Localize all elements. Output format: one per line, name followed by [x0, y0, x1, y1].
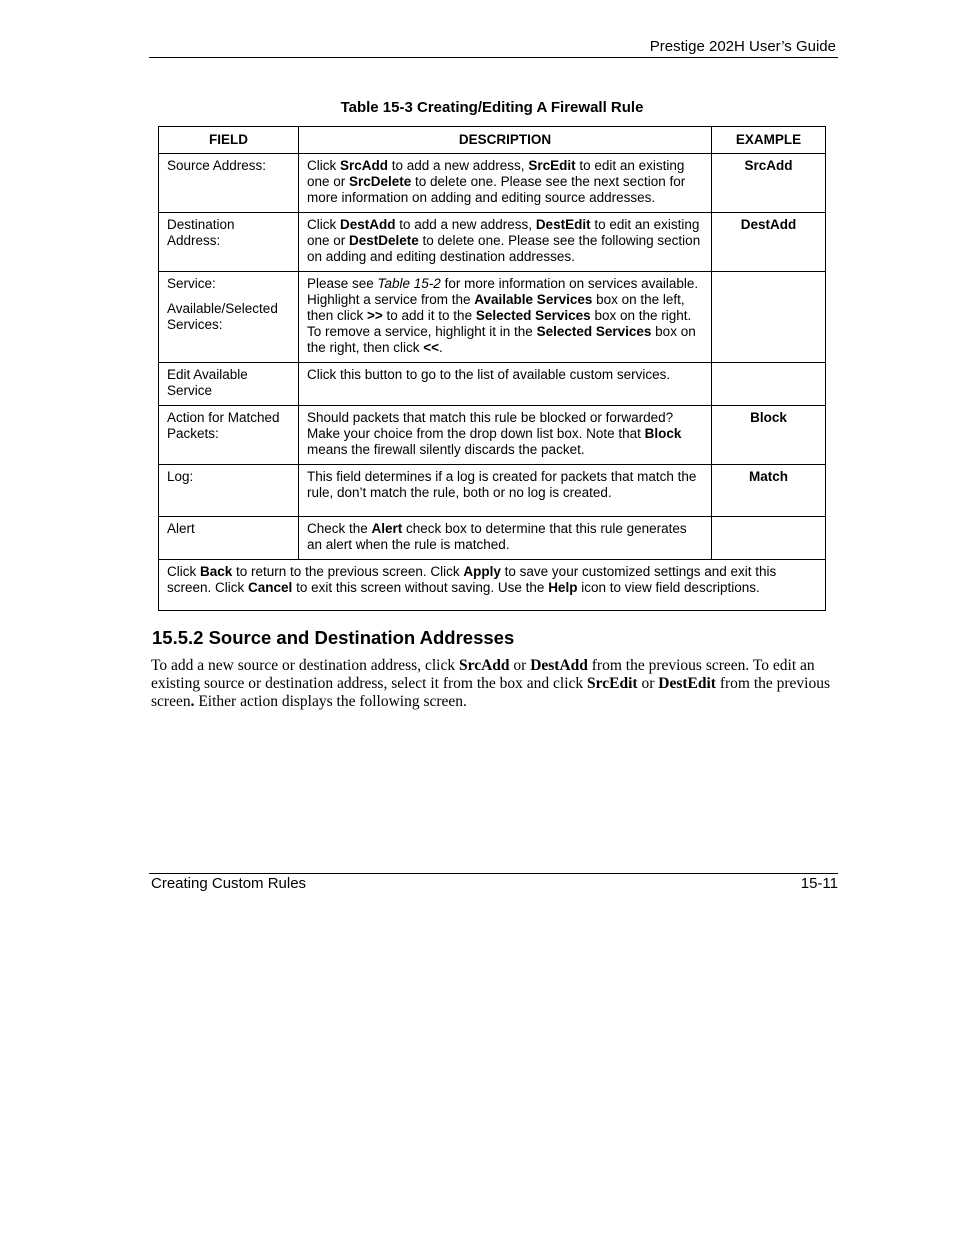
field-label: Source Address:	[167, 158, 267, 173]
footer-divider	[149, 873, 838, 874]
description-cell: Click SrcAdd to add a new address, SrcEdit to edit an existing one or SrcDelete to delete one. Please see the next section for more information on adding and editing source addresses.	[298, 154, 711, 213]
field-cell	[159, 406, 299, 465]
example-cell: Match	[712, 465, 826, 517]
table-footer-note-row	[159, 560, 826, 611]
field-cell	[159, 363, 299, 406]
table-row	[159, 406, 826, 465]
section-paragraph: To add a new source or destination address, click SrcAdd or DestAdd from the previous screen. To edit an existing source or destination address, select it from the box and click SrcEdit or DestEdit from the previous screen. Either action displays the following screen.	[151, 657, 831, 710]
header-divider	[149, 57, 838, 58]
field-cell	[159, 517, 299, 560]
footer-page-number: 15-11	[800, 875, 838, 892]
example-cell: DestAdd	[712, 213, 826, 272]
description-cell: This field determines if a log is created for packets that match the rule, don’t match the rule, both or no log is created.	[298, 465, 711, 517]
table-body	[159, 154, 826, 611]
table-row	[159, 272, 826, 363]
description-cell: Click this button to go to the list of available custom services.	[298, 363, 711, 406]
field-label: Action for Matched Packets:	[167, 410, 280, 441]
field-cell	[159, 465, 299, 517]
description-cell: Click DestAdd to add a new address, DestEdit to edit an existing one or DestDelete to delete one. Please see the following section on adding and editing destination addresses.	[298, 213, 711, 272]
column-header-field: FIELD	[159, 127, 299, 154]
table-row	[159, 154, 826, 213]
section-heading: 15.5.2 Source and Destination Addresses	[152, 627, 515, 648]
footer-chapter-title: Creating Custom Rules	[151, 875, 307, 892]
table-header-row	[159, 127, 826, 154]
page-header-title: Prestige 202H User’s Guide	[649, 38, 836, 55]
field-cell	[159, 213, 299, 272]
table-row	[159, 465, 826, 517]
field-label: Destination Address:	[167, 217, 235, 248]
field-cell	[159, 154, 299, 213]
example-cell	[712, 272, 826, 363]
field-label: Available/Selected Services:	[167, 301, 278, 332]
field-label: Service:	[167, 276, 216, 291]
firewall-rule-table	[158, 126, 826, 611]
field-label: Edit Available Service	[167, 367, 248, 398]
table-row	[159, 363, 826, 406]
example-cell: Block	[712, 406, 826, 465]
table-caption: Table 15-3 Creating/Editing A Firewall Rule	[340, 99, 644, 116]
column-header-description: DESCRIPTION	[298, 127, 711, 154]
table-row	[159, 213, 826, 272]
field-label: Alert	[167, 521, 195, 536]
field-cell	[159, 272, 299, 363]
table-row	[159, 517, 826, 560]
example-cell: SrcAdd	[712, 154, 826, 213]
description-cell: Check the Alert check box to determine that this rule generates an alert when the rule is matched.	[298, 517, 711, 560]
description-cell: Should packets that match this rule be blocked or forwarded? Make your choice from the drop down list box. Note that Block means the firewall silently discards the packet.	[298, 406, 711, 465]
description-cell: Please see Table 15-2 for more information on services available. Highlight a service from the Available Services box on the left, then click >> to add it to the Selected Services box on the right. To remove a service, highlight it in the Selected Services box on the right, then click <<.	[298, 272, 711, 363]
table-footer-note: Click Back to return to the previous screen. Click Apply to save your customized settings and exit this screen. Click Cancel to exit this screen without saving. Use the Help icon to view field descriptions.	[159, 560, 826, 611]
example-cell	[712, 363, 826, 406]
example-cell	[712, 517, 826, 560]
field-label: Log:	[167, 469, 194, 484]
column-header-example: EXAMPLE	[712, 127, 826, 154]
